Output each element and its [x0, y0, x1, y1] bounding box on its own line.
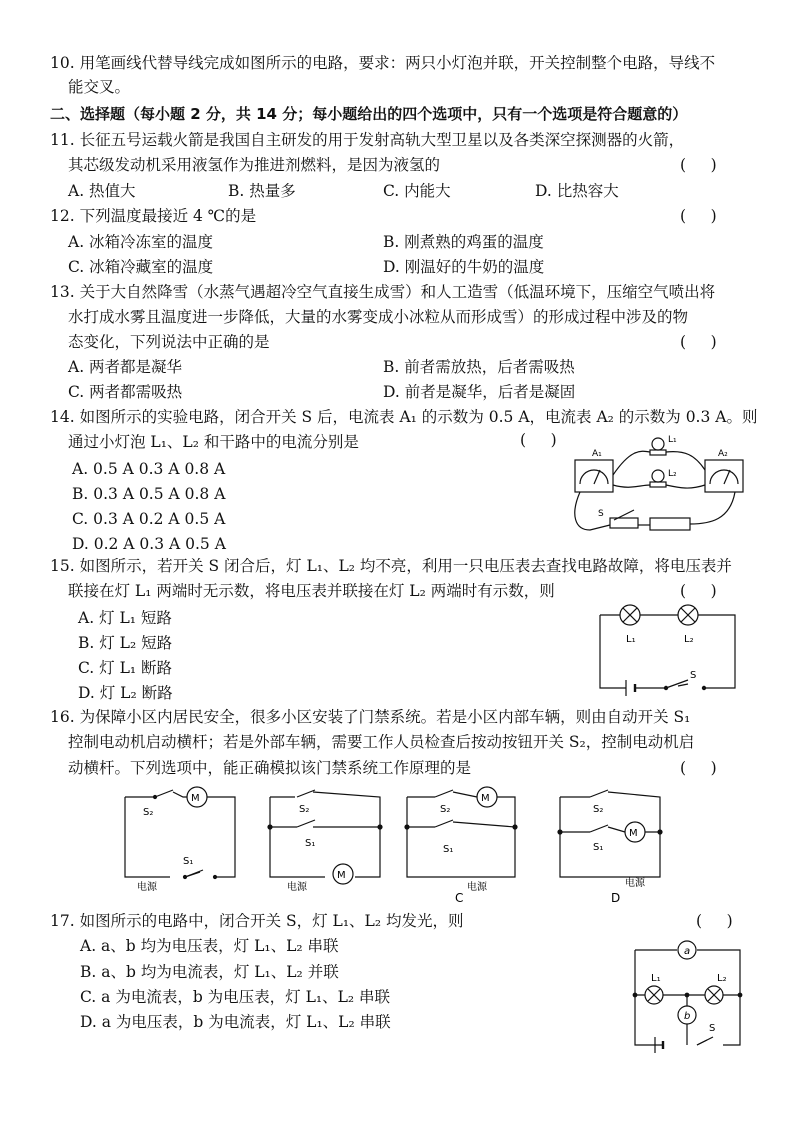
- q14-option-b[interactable]: B. 0.3 A 0.5 A 0.8 A: [72, 485, 226, 503]
- q12-line1: 12. 下列温度最接近 4 ℃的是: [50, 207, 257, 225]
- q14-option-a[interactable]: A. 0.5 A 0.3 A 0.8 A: [72, 460, 226, 478]
- q16-fig-b-source: 电源: [287, 882, 307, 893]
- q16-line3: 动横杆。下列选项中，能正确模拟该门禁系统工作原理的是: [68, 759, 472, 777]
- q17-fig-label-a: a: [684, 946, 691, 957]
- q13-option-b[interactable]: B. 前者需放热，后者需吸热: [383, 358, 575, 376]
- q14-option-d[interactable]: D. 0.2 A 0.3 A 0.5 A: [72, 535, 226, 553]
- q10-line1: 10. 用笔画线代替导线完成如图所示的电路，要求：两只小灯泡并联，开关控制整个电路，导线不: [50, 54, 716, 72]
- q15-line1: 15. 如图所示，若开关 S 闭合后，灯 L₁、L₂ 均不亮，利用一只电压表去查找电路故障，将电压表并: [50, 557, 732, 575]
- q14-line1: 14. 如图所示的实验电路，闭合开关 S 后，电流表 A₁ 的示数为 0.5 A，电流表 A₂ 的示数为 0.3 A。则: [50, 408, 758, 426]
- q16-fig-c-motor: M: [481, 793, 490, 804]
- q14-answer-bracket[interactable]: ( ): [520, 431, 557, 449]
- q14-fig-label-a2: A₂: [718, 449, 728, 459]
- q13-answer-bracket[interactable]: ( ): [680, 333, 717, 351]
- q10-line2: 能交叉。: [68, 78, 131, 96]
- q16-fig-a-s2: S₂: [143, 807, 154, 818]
- q16-options-figure: [115, 782, 675, 907]
- q11-option-d[interactable]: D. 比热容大: [535, 182, 619, 200]
- q14-fig-label-a1: A₁: [592, 449, 602, 459]
- q14-circuit-figure: [570, 430, 750, 540]
- q15-answer-bracket[interactable]: ( ): [680, 582, 717, 600]
- q12-option-a[interactable]: A. 冰箱冷冻室的温度: [68, 233, 214, 251]
- q16-line2: 控制电动机启动横杆；若是外部车辆，需要工作人员检查后按动按钮开关 S₂，控制电动机启: [68, 733, 695, 751]
- q17-fig-label-l2: L₂: [717, 973, 727, 984]
- section-title: 二、选择题（每小题 2 分，共 14 分；每小题给出的四个选项中，只有一个选项是符合题意的）: [50, 105, 688, 123]
- q15-circuit-figure: [590, 600, 745, 700]
- q15-option-b[interactable]: B. 灯 L₂ 短路: [78, 634, 173, 652]
- q17-fig-label-b: b: [684, 1011, 691, 1022]
- q14-fig-label-l1: L₁: [668, 435, 677, 445]
- q17-fig-label-s: S: [709, 1023, 716, 1034]
- q15-option-c[interactable]: C. 灯 L₁ 断路: [78, 659, 173, 677]
- q13-line1: 13. 关于大自然降雪（水蒸气遇超冷空气直接生成雪）和人工造雪（低温环境下，压缩空气喷出将: [50, 283, 716, 301]
- q16-answer-bracket[interactable]: ( ): [680, 759, 717, 777]
- q16-fig-a-s1: S₁: [183, 856, 194, 867]
- q13-option-a[interactable]: A. 两者都是凝华: [68, 358, 183, 376]
- q13-option-c[interactable]: C. 两者都需吸热: [68, 383, 183, 401]
- q16-fig-label-c: C: [455, 891, 464, 905]
- q16-fig-b-motor: M: [337, 870, 346, 881]
- q14-option-c[interactable]: C. 0.3 A 0.2 A 0.5 A: [72, 510, 226, 528]
- q11-line2: 其芯级发动机采用液氢作为推进剂燃料，是因为液氢的: [68, 156, 441, 174]
- q14-fig-label-l2: L₂: [668, 469, 677, 479]
- q11-answer-bracket[interactable]: ( ): [680, 156, 717, 174]
- q16-fig-d-s2: S₂: [593, 804, 604, 815]
- q17-option-c[interactable]: C. a 为电流表，b 为电压表，灯 L₁、L₂ 串联: [80, 988, 391, 1006]
- q16-fig-a-source: 电源: [137, 882, 157, 893]
- q11-option-c[interactable]: C. 内能大: [383, 182, 451, 200]
- q15-fig-label-l2: L₂: [684, 634, 694, 645]
- q11-option-b[interactable]: B. 热量多: [228, 182, 296, 200]
- q16-fig-d-motor: M: [629, 828, 638, 839]
- q16-fig-d-source: 电源: [625, 878, 645, 889]
- q14-line2: 通过小灯泡 L₁、L₂ 和干路中的电流分别是: [68, 433, 359, 451]
- q15-option-a[interactable]: A. 灯 L₁ 短路: [78, 609, 172, 627]
- q16-line1: 16. 为保障小区内居民安全，很多小区安装了门禁系统。若是小区内部车辆，则由自动开关 S₁: [50, 708, 691, 726]
- q16-fig-b-s2: S₂: [299, 804, 310, 815]
- q16-fig-b-s1: S₁: [305, 838, 316, 849]
- q16-fig-d-s1: S₁: [593, 842, 604, 853]
- q17-circuit-figure: [625, 935, 750, 1055]
- q12-option-d[interactable]: D. 刚温好的牛奶的温度: [383, 258, 545, 276]
- q17-option-d[interactable]: D. a 为电压表，b 为电流表，灯 L₁、L₂ 串联: [80, 1013, 391, 1031]
- q16-fig-c-source: 电源: [467, 882, 487, 893]
- q16-fig-c-s1: S₁: [443, 844, 454, 855]
- q15-line2: 联接在灯 L₁ 两端时无示数，将电压表并联接在灯 L₂ 两端时有示数，则: [68, 582, 555, 600]
- q16-fig-c-s2: S₂: [440, 804, 451, 815]
- q15-option-d[interactable]: D. 灯 L₂ 断路: [78, 684, 173, 702]
- q17-line1: 17. 如图所示的电路中，闭合开关 S，灯 L₁、L₂ 均发光，则: [50, 912, 464, 930]
- q16-fig-label-d: D: [611, 891, 621, 905]
- q16-fig-a-motor: M: [191, 793, 200, 804]
- q17-answer-bracket[interactable]: ( ): [696, 912, 733, 930]
- q13-line2: 水打成水雾且温度进一步降低，大量的水雾变成小冰粒从而形成雪）的形成过程中涉及的物: [68, 308, 689, 326]
- q11-option-a[interactable]: A. 热值大: [68, 182, 136, 200]
- q12-option-c[interactable]: C. 冰箱冷藏室的温度: [68, 258, 214, 276]
- q13-option-d[interactable]: D. 前者是凝华，后者是凝固: [383, 383, 576, 401]
- q15-fig-label-s: S: [690, 670, 697, 681]
- q11-line1: 11. 长征五号运载火箭是我国自主研发的用于发射高轨大型卫星以及各类深空探测器的火箭，: [50, 131, 685, 149]
- q12-option-b[interactable]: B. 刚煮熟的鸡蛋的温度: [383, 233, 544, 251]
- q15-fig-label-l1: L₁: [626, 634, 636, 645]
- q17-fig-label-l1: L₁: [651, 973, 661, 984]
- q12-answer-bracket[interactable]: ( ): [680, 207, 717, 225]
- q17-option-b[interactable]: B. a、b 均为电流表，灯 L₁、L₂ 并联: [80, 963, 339, 981]
- q14-fig-label-s: S: [598, 509, 604, 519]
- q17-option-a[interactable]: A. a、b 均为电压表，灯 L₁、L₂ 串联: [80, 937, 339, 955]
- q13-line3: 态变化，下列说法中正确的是: [68, 333, 270, 351]
